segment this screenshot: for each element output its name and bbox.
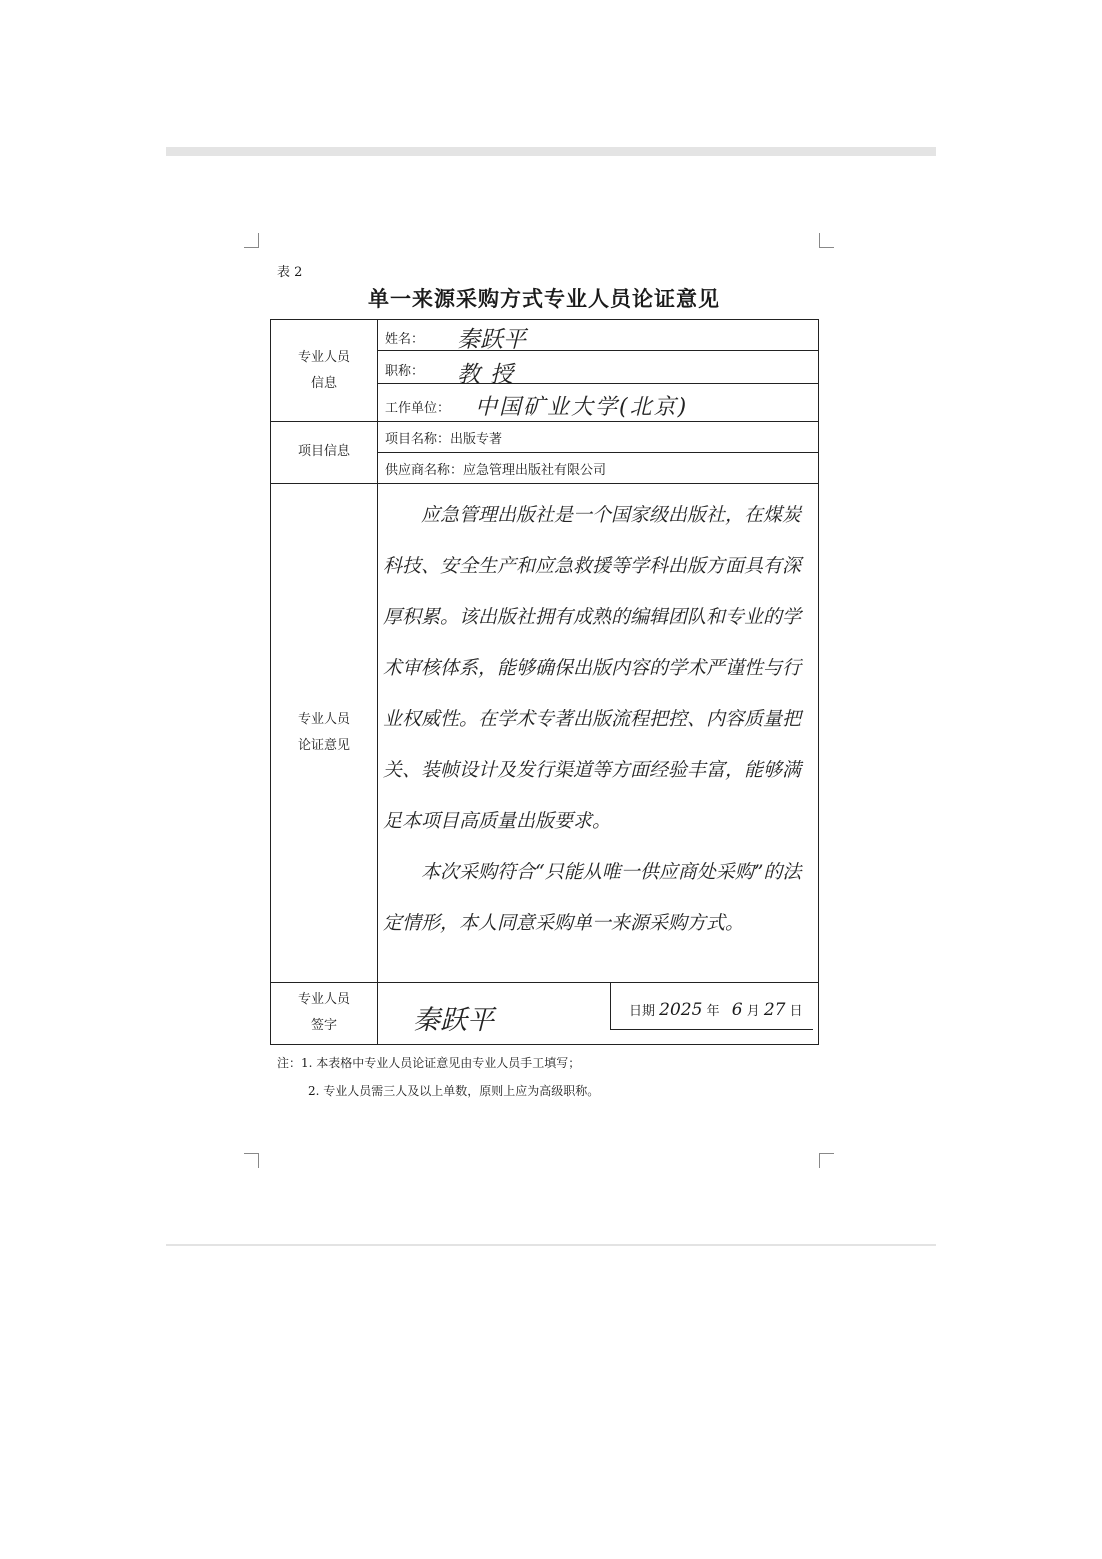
name-value: 秦跃平 bbox=[457, 327, 526, 353]
page-top-bar bbox=[166, 147, 936, 156]
date-month-unit: 月 bbox=[746, 1004, 760, 1019]
title-label: 职称： bbox=[385, 364, 425, 379]
crop-mark-top-left bbox=[244, 233, 259, 248]
row-rule-1 bbox=[377, 350, 818, 351]
title-value: 教授 bbox=[457, 362, 523, 388]
project-name-label: 项目名称： bbox=[385, 432, 451, 447]
note-line-1: 注：1. 本表格中专业人员论证意见由专业人员手工填写； bbox=[277, 1056, 581, 1070]
supplier-row bbox=[385, 459, 606, 478]
table-label: 表 2 bbox=[277, 265, 303, 280]
opinion-paragraph-2: 本次采购符合“只能从唯一供应商处采购”的法定情形，本人同意采购单一来源采购方式。 bbox=[383, 861, 802, 934]
form-title: 单一来源采购方式专业人员论证意见 bbox=[368, 286, 720, 311]
crop-mark-bottom-left bbox=[244, 1153, 259, 1168]
column-divider bbox=[377, 320, 378, 1044]
project-info-label: 项目信息 bbox=[297, 444, 350, 459]
signature-label: 专业人员签字 bbox=[297, 992, 350, 1033]
signature-date bbox=[629, 1000, 803, 1020]
opinion-paragraph-1: 应急管理出版社是一个国家级出版社，在煤炭科技、安全生产和应急救援等学科出版方面具有深厚积累。该出版社拥有成熟的编辑团队和专业的学术审核体系，能够确保出版内容的学术严谨性与行业权威性。在学术专著出版流程把控、内容质量把关、装帧设计及发行渠道等方面经验丰富，能够满足本项目高质量出版要求。 bbox=[383, 504, 802, 832]
supplier-value: 应急管理出版社有限公司 bbox=[463, 463, 607, 478]
opinion-text bbox=[383, 490, 807, 949]
page-bottom-line bbox=[166, 1244, 936, 1246]
date-label: 日期 bbox=[629, 1004, 656, 1019]
row-rule-2 bbox=[377, 383, 818, 384]
project-name-row bbox=[385, 428, 502, 447]
unit-label: 工作单位： bbox=[385, 401, 451, 416]
unit-value: 中国矿业大学(北京) bbox=[475, 395, 689, 420]
date-day-unit: 日 bbox=[789, 1004, 803, 1019]
date-box bbox=[610, 982, 813, 1030]
supplier-label: 供应商名称： bbox=[385, 463, 464, 478]
date-year: 2025 bbox=[659, 1000, 703, 1020]
expert-info-label: 专业人员信息 bbox=[297, 349, 350, 391]
date-day: 27 bbox=[763, 1000, 786, 1020]
opinion-label: 专业人员论证意见 bbox=[297, 711, 350, 753]
project-name-value: 出版专著 bbox=[450, 432, 503, 447]
signature-value: 秦跃平 bbox=[413, 1005, 494, 1036]
row-rule-4 bbox=[377, 452, 818, 453]
opinion-form bbox=[270, 319, 819, 1045]
name-label: 姓名： bbox=[385, 332, 425, 347]
note-line-2: 2. 专业人员需三人及以上单数，原则上应为高级职称。 bbox=[308, 1084, 600, 1098]
date-year-unit: 年 bbox=[706, 1004, 720, 1019]
date-month: 6 bbox=[731, 1000, 743, 1020]
crop-mark-top-right bbox=[819, 233, 834, 248]
crop-mark-bottom-right bbox=[819, 1153, 834, 1168]
